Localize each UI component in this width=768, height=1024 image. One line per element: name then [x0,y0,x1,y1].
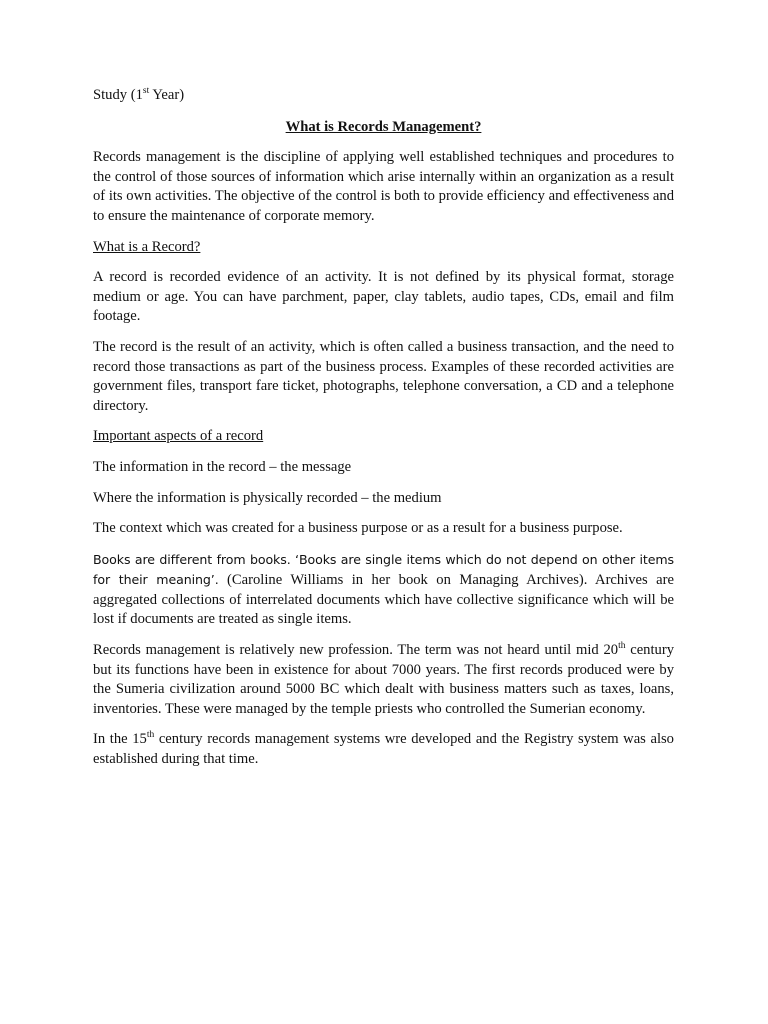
century-text-a: In the 15 [93,731,147,748]
page-title: What is Records Management? [285,118,482,135]
study-superscript: st [142,86,150,96]
century-paragraph [93,730,674,769]
history-superscript: th [618,641,626,652]
aspect-context-line: The context which was created for a business purpose or as a result for a business purpose. [93,520,623,537]
record-result-paragraph: The record is the result of an activity, which is often called a business transaction, and the need to record those transactions as part of the business process. Examples of these recorded activities are government files, transport fare ticket, photographs, telephone conversation, a CD and a telephone directory. [93,338,674,414]
important-aspects-heading: Important aspects of a record [93,428,264,445]
what-is-record-heading: What is a Record? [93,238,201,255]
books-citation: (Caroline Williams in her book on Managing Archives). Archives are aggregated collections of interrelated documents which have collective significance which will be lost if documents are treated as single items. [93,572,674,628]
intro-paragraph: Records management is the discipline of applying well established techniques and procedures to the control of those sources of information which arise internally within an organization as a result of its own activities. The objective of the control is both to provide efficiency and effectiveness and to ensure the maintenance of corporate memory. [93,149,674,224]
study-suffix: Year) [149,87,185,103]
history-text-b: century but its functions have been in existence for about 7000 years. The first records produced were by the Sumeria civilization around 5000 BC which dealt with business matters such as taxes, loans, inventories. These were managed by the temple priests who controlled the Sumerian economy. [93,642,674,717]
century-superscript: th [146,730,155,741]
aspect-message-line: The information in the record – the message [93,458,352,475]
history-text-a: Records management is relatively new profession. The term was not heard until mid 20 [93,642,619,659]
books-paragraph [93,550,674,630]
document-page [93,86,674,781]
century-text-b: century records management systems wre developed and the Registry system was also established during that time. [93,731,674,768]
study-prefix: Study (1 [93,87,143,103]
study-year-line [93,86,674,106]
history-paragraph [93,641,674,719]
aspect-medium-line: Where the information is physically recorded – the medium [93,489,442,506]
books-quote: Books are different from books. ‘Books are single items which do not depend on other items for their meaning’. [93,551,674,588]
record-definition-paragraph: A record is recorded evidence of an activity. It is not defined by its physical format, storage medium or age. You can have parchment, paper, clay tablets, audio tapes, CDs, email and film footage. [93,269,674,325]
